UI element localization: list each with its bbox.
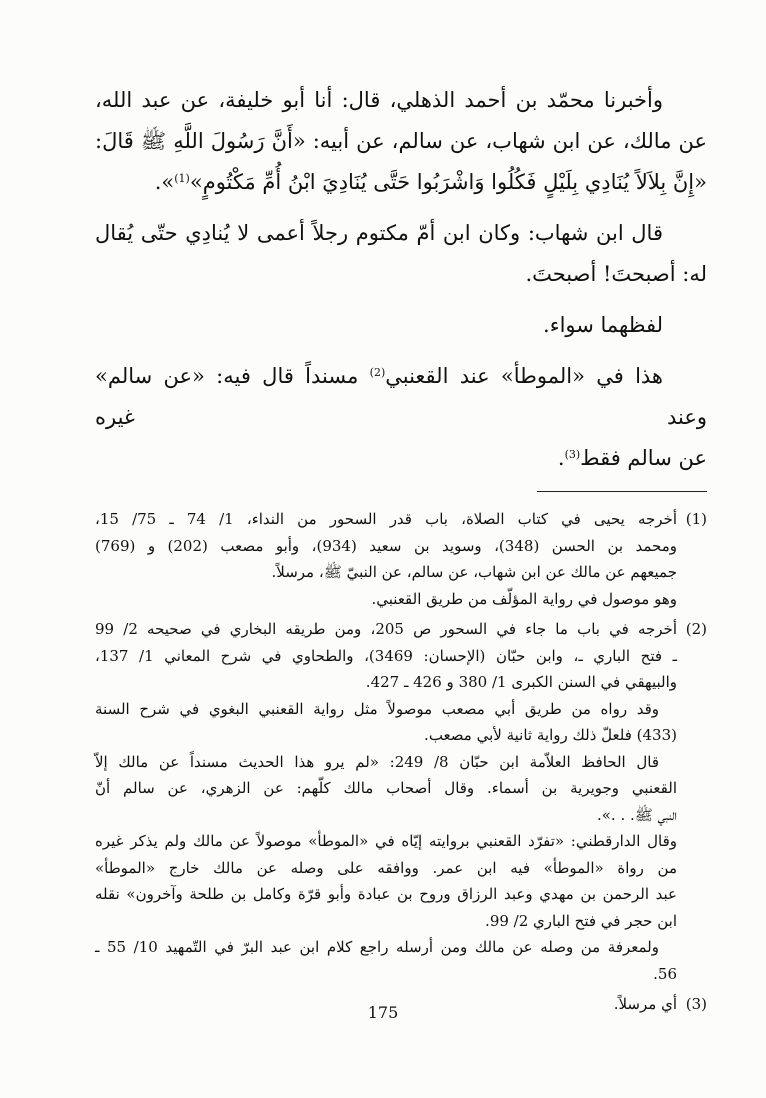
footnote-line: وقد رواه من طريق أبي مصعب موصولاً مثل رواية القعنبي البغوي في شرح السنة [95,699,659,718]
footnote-separator [537,491,707,492]
footnote-line: من رواة «الموطأ» فيه ابن عمر. ووافقه على وصله عن مالك خارج «الموطأ» [95,858,677,877]
footnote-line: ومحمد بن الحسن (348)، وسويد بن سعيد (934)، وأبو مصعب (202) و (769) [95,536,678,555]
quote-close: ». [154,170,175,194]
footnote-line: ابن حجر في فتح الباري 2/ 99. [485,911,677,930]
footnote-text: أي مرسلاً. [613,995,677,1013]
footnote-line: القعنبي وجويرية بن أسماء. وقال أصحاب مالك كلّهم: عن الزهري، عن سالم أنّ [95,779,677,797]
footnote-line: عبد الرحمن بن مهدي وعبد الرزاق وروح بن عبادة وأبو قرّة وكامل بن طلحة وآخرون» نقله [95,885,677,903]
footnote-number: (3) [685,995,707,1013]
page-body [95,80,707,1080]
main-text [95,80,707,479]
para4-part-b: مسنداً قال فيه: «عن سالم» وعند غيره [95,364,707,429]
footnote-line: 56. [653,964,677,983]
footnote-line: وهو موصول في رواية المؤلّف من طريق القعنبي. [371,589,677,608]
main-line-5: له: أصبحتَ! أصبحتَ. [525,262,707,286]
para4-part-d: . [557,446,565,470]
para4-part-a: هذا في «الموطأ» عند القعنبي [385,364,663,388]
main-line-8 [95,438,707,479]
footnote-line: جميعهم عن مالك عن ابن شهاب، عن سالم، عن النبيّ ﷺ، مرسلاً. [271,563,677,581]
footnote-number: (2) [685,620,707,638]
footnote-line: ولمعرفة من وصله عن مالك ومن أرسله راجع كلام ابن عبد البرّ في التّمهيد 10/ 55 ـ [95,938,659,956]
footnote-number: (1) [685,510,707,528]
footnote-line: قال الحافظ العلاّمة ابن حبّان 8/ 249: «لم يرو هذا الحديث مسنداً عن مالك إلاّ [95,752,659,771]
main-line-3 [95,162,707,203]
footnote-text: أخرجه يحيى في كتاب الصلاة، باب قدر السحور من النداء، 1/ 74 ـ 75/ 15، [95,510,677,528]
footnote-ref-3[interactable]: (3) [564,448,581,461]
footnote-line [95,616,707,643]
para4-part-c: عن سالم فقط [580,446,707,470]
footnote-text: أخرجه في باب ما جاء في السحور ص 205، ومن طريقه البخاري في صحيحه 2/ 99 [95,620,677,638]
footnote-line: (433) فلعلّ ذلك رواية ثانية لأبي مصعب. [424,726,677,744]
footnote-1 [95,506,707,612]
footnote-2 [95,616,707,987]
footnote-line: وقال الدارقطني: «تفرّد القعنبي بروايته إيّاه في «الموطأ» موصولاً عن مالك ولم يذكر غيره [95,832,677,850]
footnote-ref-1[interactable]: (1) [174,172,190,185]
footnote-ref-2[interactable]: (2) [369,366,386,379]
footnote-line: النبي ﷺ. . .». [596,805,677,824]
main-line-1: وأخبرنا محمّد بن أحمد الذهلي، قال: أنا أبو خليفة، عن عبد الله، [95,88,663,112]
main-line-6: لفظهما سواء. [543,313,663,337]
main-line-2: عن مالك، عن ابن شهاب، عن سالم، عن أبيه: «أَنَّ رَسُولَ اللَّهِ ﷺ قَالَ: [95,129,707,153]
footnote-line [95,506,707,533]
footnotes [95,506,707,1018]
footnote-line: والبيهقي في السنن الكبرى 1/ 380 و 426 ـ 427. [365,673,677,691]
main-line-4: قال ابن شهاب: وكان ابن أمّ مكتوم رجلاً أعمى لا يُنادِي حتّى يُقال [95,221,663,245]
footnote-line: ـ فتح الباري ـ، وابن حبّان (الإحسان: 3469)، والطحاوي في شرح المعاني 1/ 137، [95,646,677,665]
main-line-7 [95,356,707,438]
hadith-quote: «إِنَّ بِلاَلاً يُنَادِي بِلَيْلٍ فَكُلُوا وَاشْرَبُوا حَتَّى يُنَادِيَ ابْنُ أُمِّ مَكْتُومٍ» [189,170,707,194]
page-number: 175 [367,1003,399,1022]
